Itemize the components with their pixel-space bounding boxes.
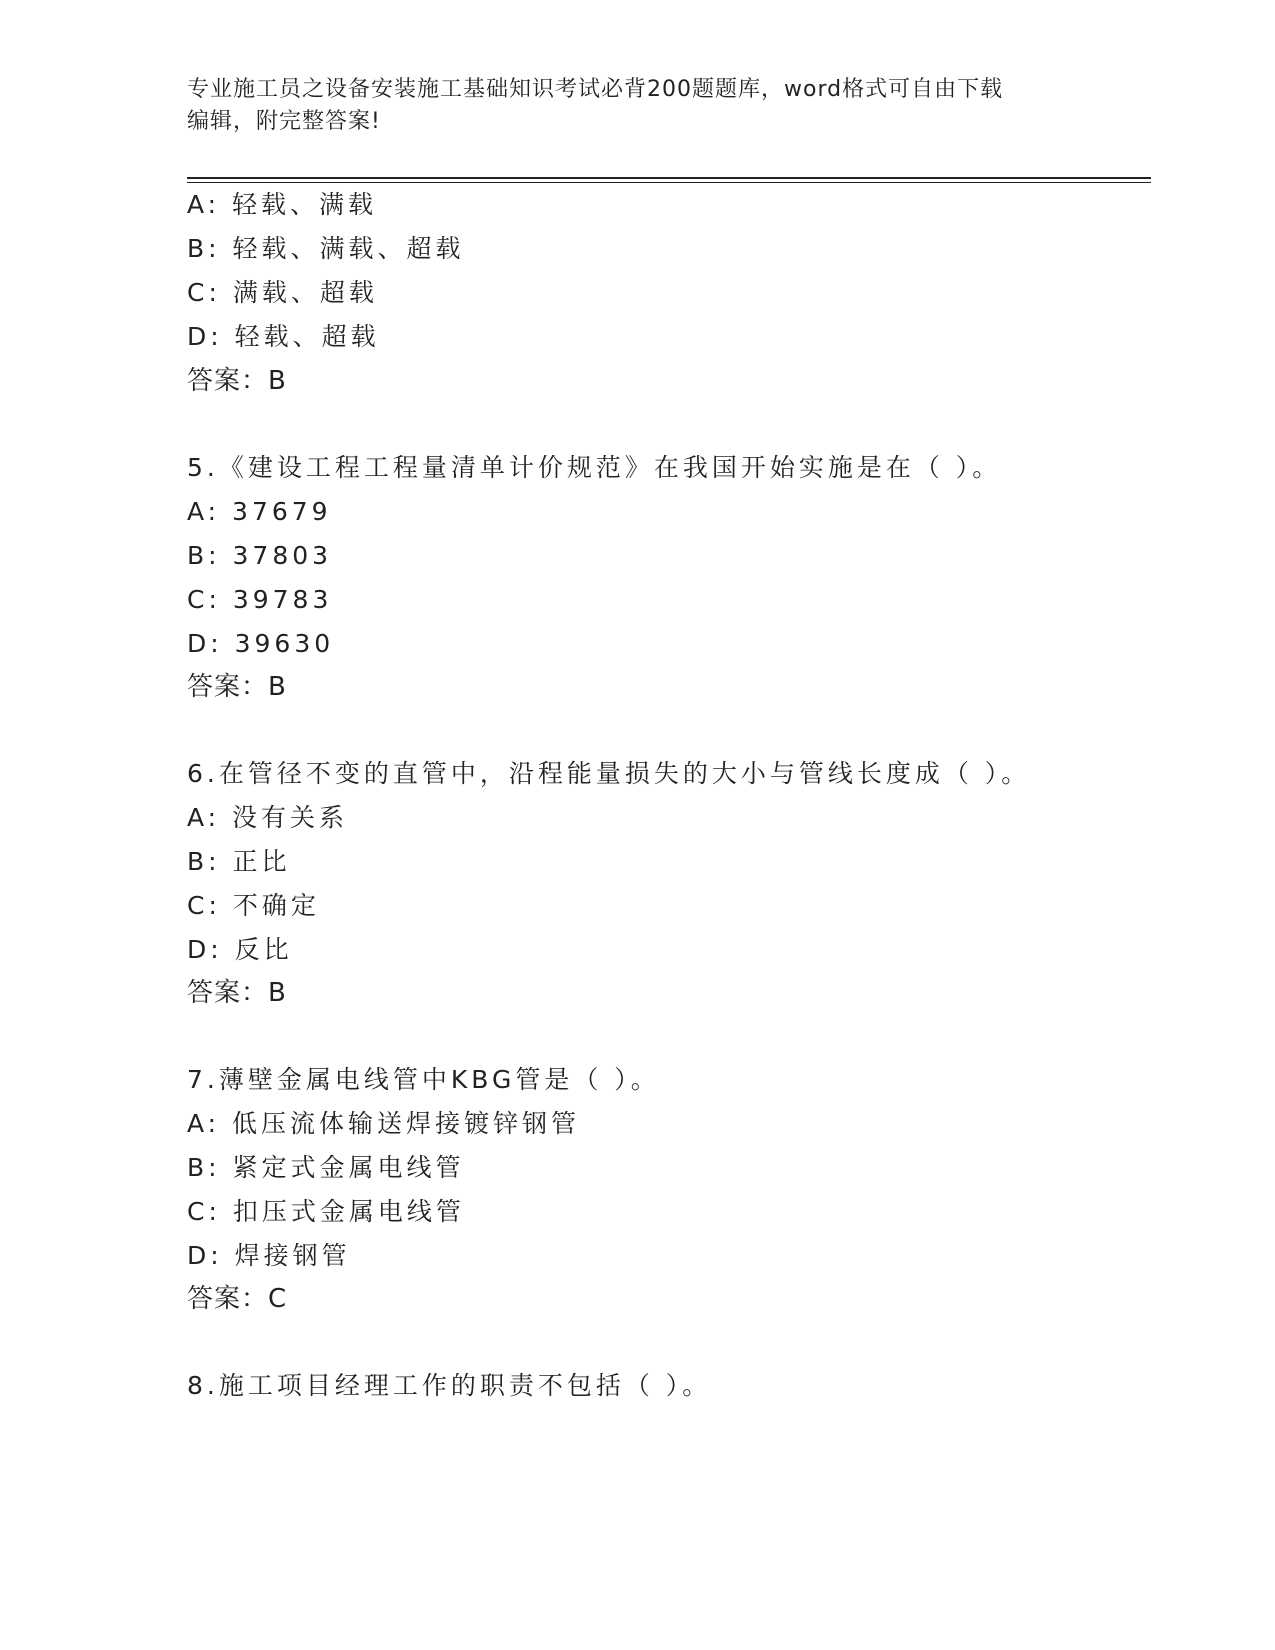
- answer-label: 答案：B: [187, 978, 287, 1008]
- answer-label: 答案：B: [187, 672, 287, 702]
- option-d: D: 轻载、超载: [187, 322, 380, 351]
- header-divider-thick: [187, 177, 1151, 179]
- header-line-2: 编辑，附完整答案!: [187, 109, 381, 134]
- option-a: A: 低压流体输送焊接镀锌钢管: [187, 1109, 581, 1138]
- answer-label: 答案：B: [187, 366, 287, 396]
- question-7-stem: 7.薄壁金属电线管中KBG管是（ ）。: [187, 1065, 660, 1094]
- question-6-stem: 6.在管径不变的直管中，沿程能量损失的大小与管线长度成（ ）。: [187, 759, 1031, 788]
- option-c: C: 满载、超载: [187, 278, 378, 307]
- question-5-stem: 5.《建设工程工程量清单计价规范》在我国开始实施是在（ ）。: [187, 453, 1002, 482]
- header-divider-thin: [187, 182, 1151, 183]
- option-d: D: 反比: [187, 935, 293, 964]
- question-8-stem: 8.施工项目经理工作的职责不包括（ ）。: [187, 1371, 712, 1400]
- option-b: B: 轻载、满载、超载: [187, 234, 465, 263]
- option-c: C: 扣压式金属电线管: [187, 1197, 465, 1226]
- answer-label: 答案：C: [187, 1284, 288, 1314]
- option-c: C: 39783: [187, 585, 333, 614]
- header-line-1: 专业施工员之设备安装施工基础知识考试必背200题题库，word格式可自由下载: [187, 77, 1004, 102]
- option-a: A: 没有关系: [187, 803, 349, 832]
- option-b: B: 37803: [187, 541, 333, 570]
- document-header: [187, 74, 1087, 138]
- option-a: A: 轻载、满载: [187, 190, 378, 219]
- option-c: C: 不确定: [187, 891, 320, 920]
- option-a: A: 37679: [187, 497, 332, 526]
- option-d: D: 39630: [187, 629, 335, 658]
- option-b: B: 正比: [187, 847, 291, 876]
- option-b: B: 紧定式金属电线管: [187, 1153, 465, 1182]
- option-d: D: 焊接钢管: [187, 1241, 351, 1270]
